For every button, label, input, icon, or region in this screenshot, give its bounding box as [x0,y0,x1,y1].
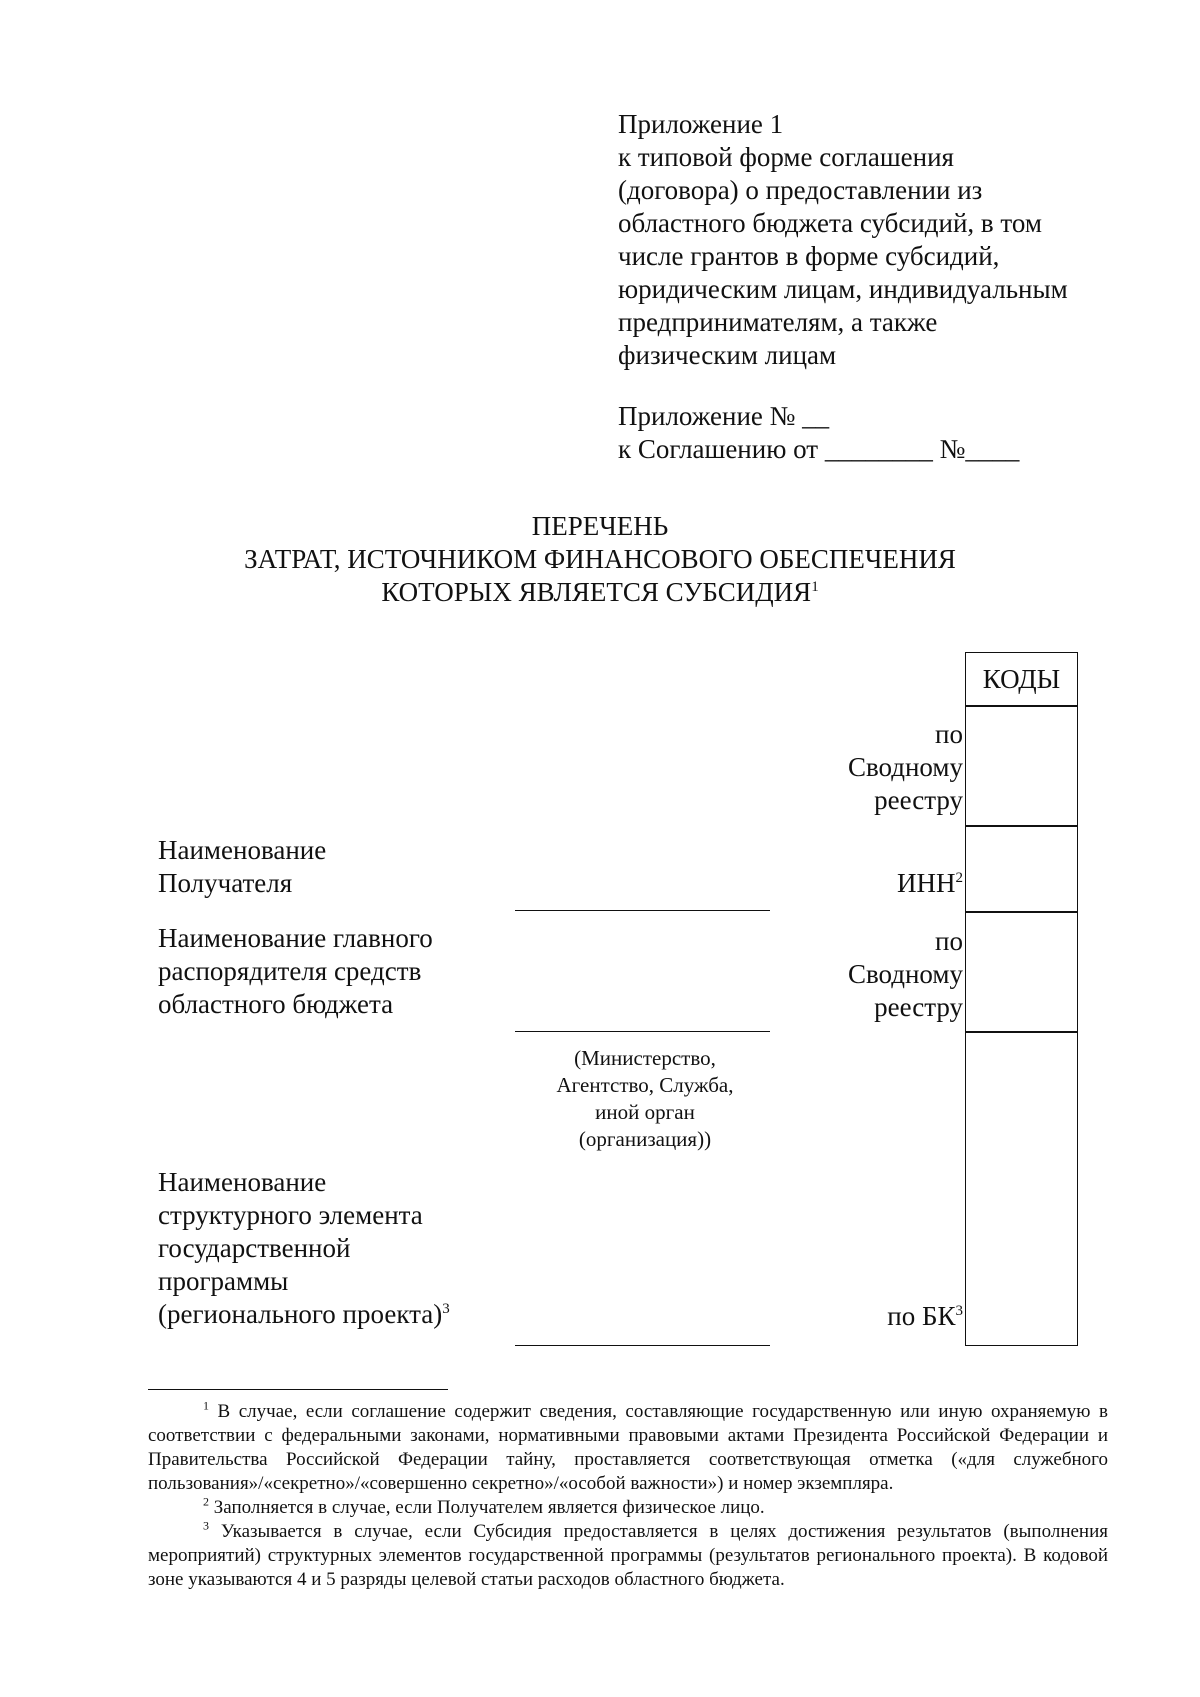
label-line: Сводному [847,959,963,989]
code-cell-bk[interactable] [965,1031,1078,1346]
codes-header-cell [965,652,1078,707]
codes-header: КОДЫ [982,664,1061,694]
inn-label [897,867,963,900]
header-line: к типовой форме соглашения [618,142,954,172]
label-line: распорядителя средств [158,956,422,986]
header-line: (договора) о предоставлении из [618,175,983,205]
footnote-mark: 1 [811,579,819,595]
footnote-mark: 2 [955,870,963,886]
bk-text: по БК [887,1301,956,1331]
footnote-text: Указывается в случае, если Субсидия предоставляется в целях достижения результатов (выполнения мероприятий) структурных элементов государственной программы (результатов регионального проекта). В кодовой зоне указываются 4 и 5 разряды целевой статьи расходов областного бюджета. [148,1521,1108,1590]
footnote-3 [148,1520,1108,1592]
code-cell-inn[interactable] [965,825,1078,913]
label-text: (регионального проекта) [158,1299,443,1329]
note-line: (организация)) [578,1127,712,1151]
svod-registry-label-1 [848,718,963,817]
footnote-2 [148,1496,1108,1520]
header-line: юридическим лицам, индивидуальным [618,274,1068,304]
distributor-name-line[interactable] [515,1031,770,1032]
label-line: Наименование [158,835,327,865]
appendix-header [618,108,1178,372]
header-line: предпринимателям, а также [618,307,938,337]
title-line-3 [0,576,1200,609]
label-line: Наименование главного [158,923,433,953]
label-line: программы [158,1266,289,1296]
header-line: физическим лицам [618,340,837,370]
footnote-text: В случае, если соглашение содержит сведения, составляющие государственную или иную охраняемую в соответствии с федеральными законами, нормативными правовыми актами Президента Российской Федерации и Правительства Российской Федерации тайну, проставляется соответствующая отметка («для служебного пользования»/«секретно»/«совершенно секретно»/«особой важности») и номер экземпляра. [148,1401,1108,1494]
label-line: Наименование [158,1167,327,1197]
label-line [158,1298,450,1331]
footnote-separator [148,1389,448,1390]
footnote-1 [148,1400,1108,1496]
header-line: Приложение 1 [618,109,784,139]
recipient-label [158,834,326,900]
footnote-mark: 3 [442,1301,450,1317]
label-line: государственной [158,1233,351,1263]
title-line-1: ПЕРЕЧЕНЬ [531,511,669,541]
label-line [897,867,963,900]
footnote-mark: 3 [955,1303,963,1319]
label-line: Сводному [847,752,963,782]
footnote-mark: 1 [203,1398,209,1413]
distributor-note [515,1045,775,1153]
label-line: Получателя [158,868,293,898]
agreement-reference [618,400,1019,466]
footnote-text: Заполняется в случае, если Получателем является физическое лицо. [213,1497,765,1518]
label-line: структурного элемента [158,1200,423,1230]
code-cell-svod-1[interactable] [965,705,1078,827]
label-line: областного бюджета [158,989,394,1019]
title-line-3-text: КОТОРЫХ ЯВЛЯЕТСЯ СУБСИДИЯ [381,577,812,607]
distributor-label [158,922,433,1021]
note-line: (Министерство, [574,1046,716,1070]
inn-text: ИНН [897,868,956,898]
document-title [0,510,1200,609]
header-line: числе грантов в форме субсидий, [618,241,1000,271]
footnotes [148,1400,1108,1592]
element-name-line[interactable] [515,1345,770,1346]
title-line-2: ЗАТРАТ, ИСТОЧНИКОМ ФИНАНСОВОГО ОБЕСПЕЧЕНИЯ [244,544,956,574]
bk-label [887,1300,963,1333]
note-line: иной орган [595,1100,695,1124]
label-line: реестру [874,992,963,1022]
recipient-name-line[interactable] [515,910,770,911]
structural-element-label [158,1166,450,1331]
footnote-mark: 3 [203,1518,209,1533]
label-line: по [935,719,963,749]
label-line: реестру [874,785,963,815]
label-line: по [935,926,963,956]
label-line [887,1300,963,1333]
code-cell-svod-2[interactable] [965,911,1078,1033]
note-line: Агентство, Служба, [556,1073,734,1097]
header-line: областного бюджета субсидий, в том [618,208,1042,238]
footnote-mark: 2 [203,1494,209,1509]
agreement-date-number: к Соглашению от ________ №____ [618,434,1020,464]
svod-registry-label-2 [848,925,963,1024]
appendix-number: Приложение № __ [618,401,830,431]
